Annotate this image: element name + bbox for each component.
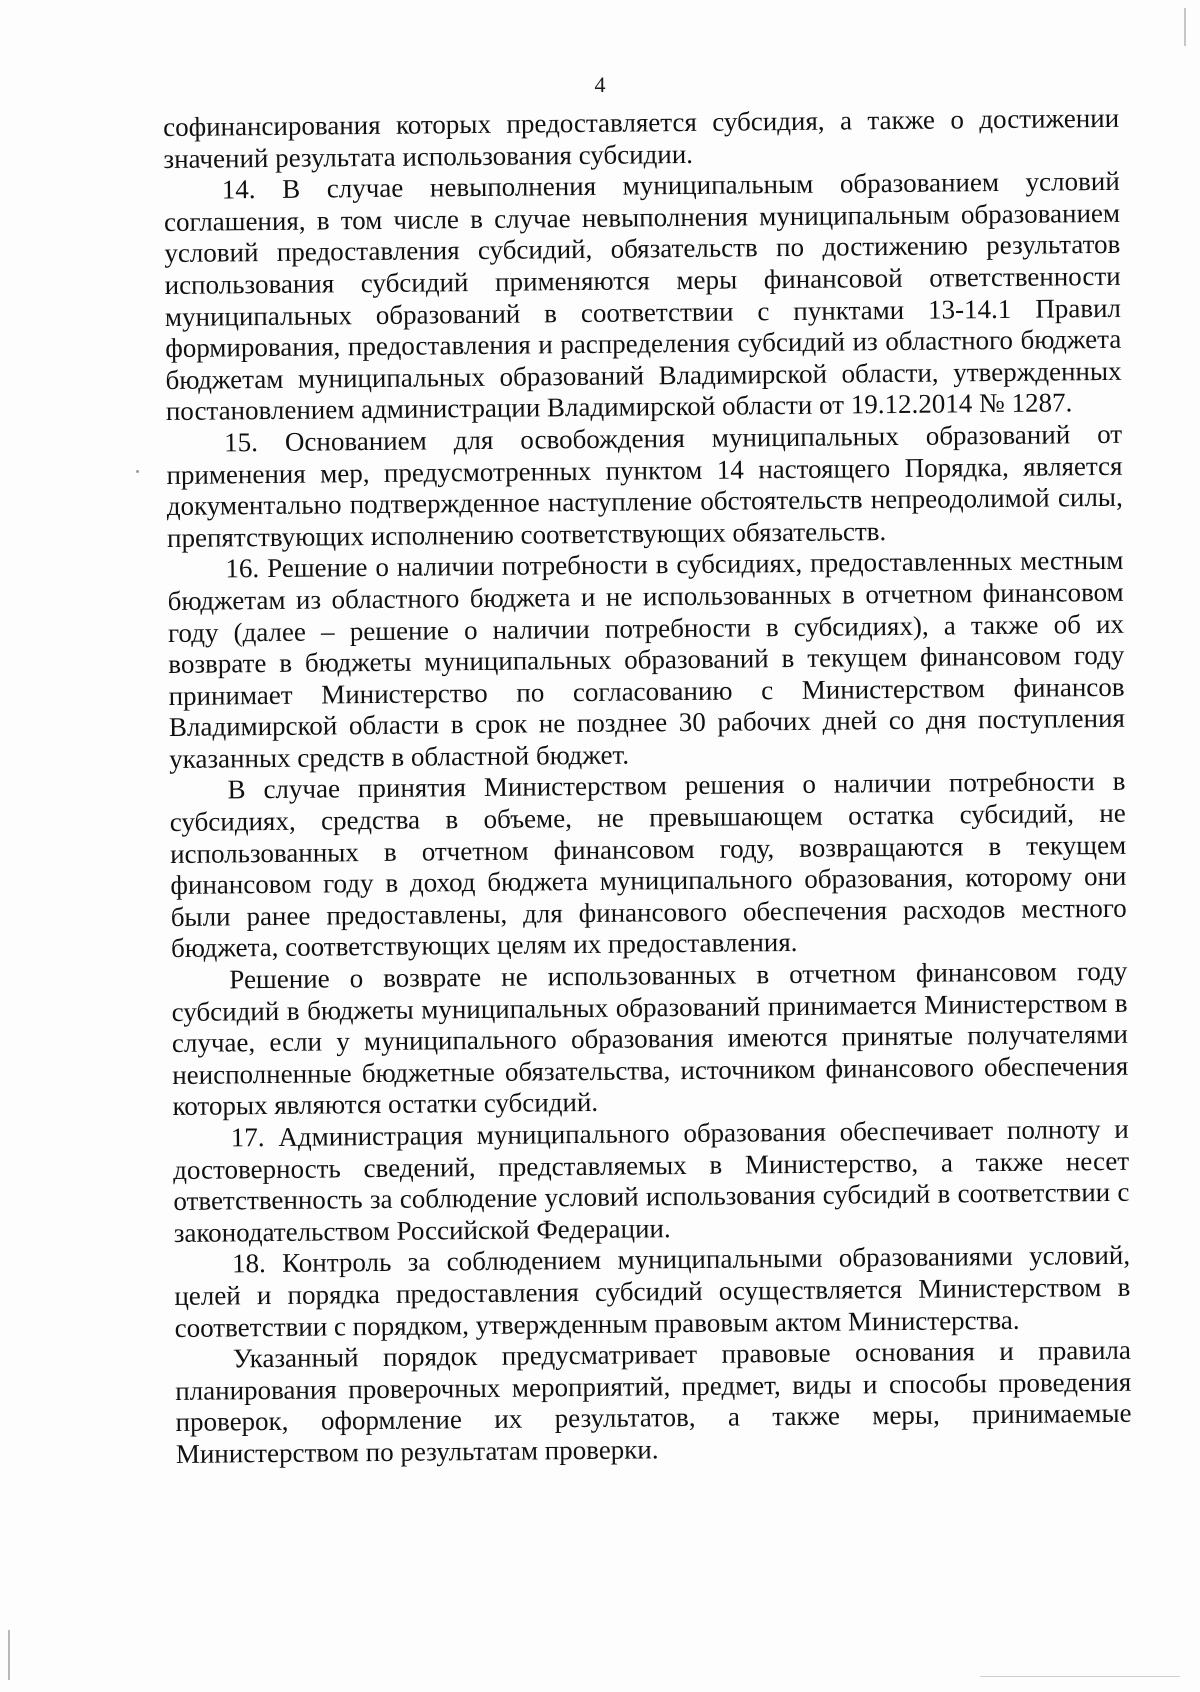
paragraph-14: 14. В случае невыполнения муниципальным образованием условий соглашения, в том числе в случае невыполнения муниципальным образованием условий предоставления субсидий, обязательств по достижению результатов использования субсидий применяются меры финансовой ответственности муниципальных образований в соответствии с пунктами 13-14.1 Правил формирования, предоставления и распределения субсидий из областного бюджета бюджетам муниципальных образований Владимирской области, утвержденных постановлением администрации Владимирской области от 19.12.2014 № 1287. — [163, 166, 1122, 427]
paragraph-16-part-2: В случае принятия Министерством решения о наличии потребности в субсидиях, средства в объеме, не превышающем остатка субсидий, не использованных в отчетном финансовом году, возвращаются в текущем финансовом году в доход бюджета муниципального образования, которому они были ранее предоставлены, для финансового обеспечения расходов местного бюджета, соответствующих целям их предоставления. — [169, 766, 1127, 964]
paragraph-13-continuation: софинансирования которых предоставляется субсидия, а также о достижении значений результата использования субсидии. — [163, 102, 1120, 174]
page-number: 4 — [594, 72, 606, 97]
paragraph-15: 15. Основанием для освобождения муниципальных образований от применения мер, предусмотренных пунктом 14 настоящего Порядка, является документально подтвержденное наступление обстоятельств непреодолимой силы, препятствующих исполнению соответствующих обязательств. — [166, 418, 1123, 553]
scan-edge-mark — [1184, 8, 1186, 46]
paragraph-17: 17. Администрация муниципального образования обеспечивает полноту и достоверность сведений, представляемых в Министерство, а также несет ответственность за соблюдение условий использования субсидий в соответствии с законодательством Российской Федерации. — [173, 1113, 1130, 1248]
scan-edge-mark — [980, 1676, 1180, 1677]
scan-edge-mark — [8, 1630, 10, 1680]
paragraph-18: 18. Контроль за соблюдением муниципальными образованиями условий, целей и порядка предоставления субсидий осуществляется Министерством в соответствии с порядком, утвержденным правовым актом Министерства. — [174, 1240, 1131, 1343]
document-body — [163, 103, 1132, 1471]
scan-speck — [136, 470, 139, 473]
paragraph-16-part-3: Решение о возврате не использованных в отчетном финансовом году субсидий в бюджеты муниципальных образований принимается Министерством в случае, если у муниципального образования имеются принятые получателями неисполненные бюджетные обязательства, источником финансового обеспечения которых являются остатки субсидий. — [171, 955, 1129, 1122]
paragraph-18-part-2: Указанный порядок предусматривает правовые основания и правила планирования проверочных мероприятий, предмет, виды и способы проведения проверок, оформление их результатов, а также меры, принимаемые Министерством по результатам проверки. — [175, 1334, 1132, 1469]
paragraph-16: 16. Решение о наличии потребности в субсидиях, предоставленных местным бюджетам из областного бюджета и не использованных в отчетном финансовом году (далее – решение о наличии потребности в субсидиях), а также об их возврате в бюджеты муниципальных образований в текущем финансовом году принимает Министерство по согласованию с Министерством финансов Владимирской области в срок не позднее 30 рабочих дней со дня поступления указанных средств в областной бюджет. — [167, 545, 1126, 774]
